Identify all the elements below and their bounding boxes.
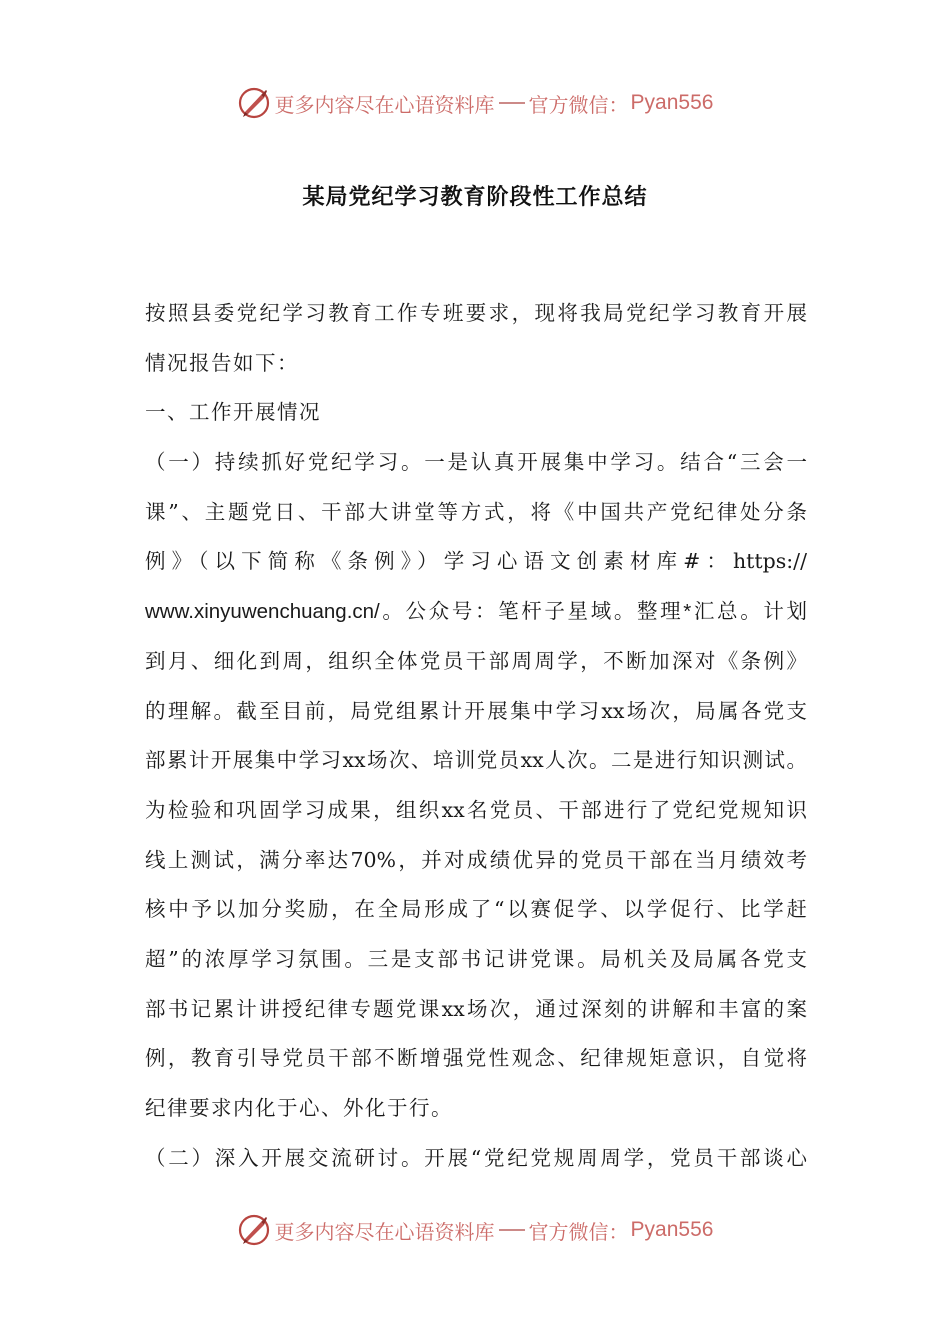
banner-wechat-id: Pyan556 (630, 91, 714, 114)
banner-dash (499, 102, 525, 104)
body-line: www.xinyuwenchuang.cn/。公众号：笔杆子星域。整理*汇总。计划 (145, 600, 807, 624)
body-line: 核中予以加分奖励，在全局形成了“以赛促学、以学促行、比学赶 (145, 897, 807, 922)
body-line: 为检验和巩固学习成果，组织xx名党员、干部进行了党纪党规知识 (145, 797, 807, 822)
banner-wechat-id: Pyan556 (630, 1218, 714, 1241)
quill-pen-logo-icon (237, 1213, 271, 1247)
banner-brand-text: 更多内容尽在心语资料库 (274, 1219, 495, 1244)
section-heading: 一、工作开展情况 (145, 400, 321, 425)
body-line: 纪律要求内化于心、外化于行。 (145, 1096, 453, 1120)
body-line: 情况报告如下： (145, 350, 299, 375)
body-line: 例，教育引导党员干部不断增强党性观念、纪律规矩意识，自觉将 (145, 1046, 807, 1071)
banner-contact-label: 官方微信： (528, 1219, 629, 1244)
banner-contact-label: 官方微信： (528, 92, 629, 117)
body-line: 部累计开展集中学习xx场次、培训党员xx人次。二是进行知识测试。 (145, 748, 807, 773)
body-line: 按照县委党纪学习教育工作专班要求，现将我局党纪学习教育开展 (145, 301, 807, 325)
document-title: 某局党纪学习教育阶段性工作总结 (302, 185, 648, 210)
banner-dash (499, 1229, 525, 1231)
body-line: 部书记累计讲授纪律专题党课xx场次，通过深刻的讲解和丰富的案 (145, 996, 807, 1021)
document-body (145, 289, 807, 1183)
body-line: 到月、细化到周，组织全体党员干部周周学，不断加深对《条例》 (145, 648, 807, 673)
body-line: 线上测试，满分率达70%，并对成绩优异的党员干部在当月绩效考 (145, 847, 807, 872)
body-line: （二）深入开展交流研讨。开展“党纪党规周周学，党员干部谈心 (145, 1145, 807, 1170)
body-line: （一）持续抓好党纪学习。一是认真开展集中学习。结合“三会一 (145, 450, 807, 475)
body-line: 的理解。截至目前，局党组累计开展集中学习xx场次，局属各党支 (145, 698, 807, 723)
body-line: 课”、主题党日、干部大讲堂等方式，将《中国共产党纪律处分条 (145, 499, 807, 524)
banner-brand-text: 更多内容尽在心语资料库 (274, 92, 495, 117)
body-line: 例》（以下简称《条例》）学习心语文创素材库#：https:// (145, 549, 807, 574)
footer-banner (0, 1210, 950, 1250)
body-line: 超”的浓厚学习氛围。三是支部书记讲党课。局机关及局属各党支 (145, 946, 807, 971)
header-banner (0, 83, 950, 123)
quill-pen-logo-icon (237, 86, 271, 120)
